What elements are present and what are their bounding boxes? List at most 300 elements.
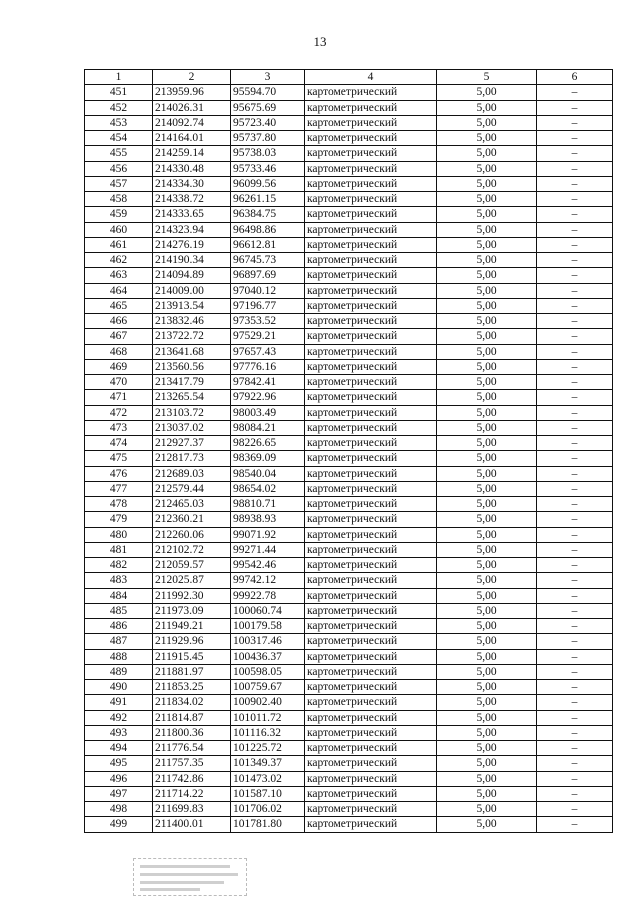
accuracy-cell: 5,00 [437, 680, 537, 695]
y-coordinate-cell: 101473.02 [231, 771, 305, 786]
method-cell: картометрический [305, 344, 437, 359]
y-coordinate-cell: 97842.41 [231, 375, 305, 390]
point-number-cell: 490 [85, 680, 153, 695]
y-coordinate-cell: 96261.15 [231, 192, 305, 207]
x-coordinate-cell: 214190.34 [153, 253, 231, 268]
y-coordinate-cell: 100759.67 [231, 680, 305, 695]
y-coordinate-cell: 97922.96 [231, 390, 305, 405]
method-cell: картометрический [305, 680, 437, 695]
y-coordinate-cell: 101781.80 [231, 817, 305, 832]
table-row [85, 161, 613, 176]
table-row [85, 527, 613, 542]
point-number-cell: 476 [85, 466, 153, 481]
point-number-cell: 474 [85, 436, 153, 451]
y-coordinate-cell: 101116.32 [231, 725, 305, 740]
y-coordinate-cell: 96498.86 [231, 222, 305, 237]
point-number-cell: 455 [85, 146, 153, 161]
table-row [85, 542, 613, 557]
x-coordinate-cell: 212102.72 [153, 542, 231, 557]
y-coordinate-cell: 100060.74 [231, 603, 305, 618]
note-cell: – [537, 710, 613, 725]
x-coordinate-cell: 214092.74 [153, 115, 231, 130]
method-cell: картометрический [305, 131, 437, 146]
method-cell: картометрический [305, 359, 437, 374]
note-cell: – [537, 451, 613, 466]
x-coordinate-cell: 211915.45 [153, 649, 231, 664]
note-cell: – [537, 771, 613, 786]
method-cell: картометрический [305, 176, 437, 191]
accuracy-cell: 5,00 [437, 420, 537, 435]
x-coordinate-cell: 213037.02 [153, 420, 231, 435]
point-number-cell: 484 [85, 588, 153, 603]
table-row [85, 115, 613, 130]
note-cell: – [537, 176, 613, 191]
table-row [85, 375, 613, 390]
note-cell: – [537, 222, 613, 237]
method-cell: картометрический [305, 420, 437, 435]
table-row [85, 680, 613, 695]
table-row [85, 283, 613, 298]
y-coordinate-cell: 97196.77 [231, 298, 305, 313]
y-coordinate-cell: 101011.72 [231, 710, 305, 725]
x-coordinate-cell: 212260.06 [153, 527, 231, 542]
method-cell: картометрический [305, 786, 437, 801]
y-coordinate-cell: 96612.81 [231, 237, 305, 252]
note-cell: – [537, 497, 613, 512]
y-coordinate-cell: 98810.71 [231, 497, 305, 512]
accuracy-cell: 5,00 [437, 176, 537, 191]
note-cell: – [537, 542, 613, 557]
column-header: 1 [85, 70, 153, 85]
point-number-cell: 451 [85, 85, 153, 100]
point-number-cell: 486 [85, 619, 153, 634]
table-row [85, 192, 613, 207]
point-number-cell: 460 [85, 222, 153, 237]
note-cell: – [537, 375, 613, 390]
method-cell: картометрический [305, 436, 437, 451]
y-coordinate-cell: 95594.70 [231, 85, 305, 100]
x-coordinate-cell: 211742.86 [153, 771, 231, 786]
note-cell: – [537, 649, 613, 664]
x-coordinate-cell: 214164.01 [153, 131, 231, 146]
note-cell: – [537, 481, 613, 496]
accuracy-cell: 5,00 [437, 497, 537, 512]
note-cell: – [537, 359, 613, 374]
y-coordinate-cell: 96745.73 [231, 253, 305, 268]
y-coordinate-cell: 97529.21 [231, 329, 305, 344]
table-row [85, 85, 613, 100]
accuracy-cell: 5,00 [437, 390, 537, 405]
note-cell: – [537, 588, 613, 603]
point-number-cell: 496 [85, 771, 153, 786]
point-number-cell: 466 [85, 314, 153, 329]
point-number-cell: 477 [85, 481, 153, 496]
point-number-cell: 456 [85, 161, 153, 176]
table-row [85, 741, 613, 756]
accuracy-cell: 5,00 [437, 527, 537, 542]
point-number-cell: 468 [85, 344, 153, 359]
method-cell: картометрический [305, 603, 437, 618]
accuracy-cell: 5,00 [437, 771, 537, 786]
y-coordinate-cell: 101587.10 [231, 786, 305, 801]
note-cell: – [537, 573, 613, 588]
point-number-cell: 458 [85, 192, 153, 207]
y-coordinate-cell: 98369.09 [231, 451, 305, 466]
registration-stamp [133, 858, 247, 896]
x-coordinate-cell: 211800.36 [153, 725, 231, 740]
page-number: 13 [313, 34, 327, 49]
table-row [85, 481, 613, 496]
method-cell: картометрический [305, 725, 437, 740]
x-coordinate-cell: 211992.30 [153, 588, 231, 603]
accuracy-cell: 5,00 [437, 115, 537, 130]
x-coordinate-cell: 214026.31 [153, 100, 231, 115]
y-coordinate-cell: 98654.02 [231, 481, 305, 496]
note-cell: – [537, 664, 613, 679]
note-cell: – [537, 741, 613, 756]
point-number-cell: 452 [85, 100, 153, 115]
point-number-cell: 463 [85, 268, 153, 283]
x-coordinate-cell: 212360.21 [153, 512, 231, 527]
table-row [85, 329, 613, 344]
table-row [85, 298, 613, 313]
table-row [85, 131, 613, 146]
note-cell: – [537, 268, 613, 283]
x-coordinate-cell: 214333.65 [153, 207, 231, 222]
x-coordinate-cell: 213265.54 [153, 390, 231, 405]
point-number-cell: 482 [85, 558, 153, 573]
x-coordinate-cell: 213832.46 [153, 314, 231, 329]
y-coordinate-cell: 98226.65 [231, 436, 305, 451]
accuracy-cell: 5,00 [437, 725, 537, 740]
accuracy-cell: 5,00 [437, 466, 537, 481]
y-coordinate-cell: 100598.05 [231, 664, 305, 679]
table-row [85, 664, 613, 679]
accuracy-cell: 5,00 [437, 161, 537, 176]
method-cell: картометрический [305, 741, 437, 756]
accuracy-cell: 5,00 [437, 283, 537, 298]
y-coordinate-cell: 101225.72 [231, 741, 305, 756]
y-coordinate-cell: 96897.69 [231, 268, 305, 283]
y-coordinate-cell: 96099.56 [231, 176, 305, 191]
x-coordinate-cell: 212059.57 [153, 558, 231, 573]
method-cell: картометрический [305, 390, 437, 405]
note-cell: – [537, 85, 613, 100]
x-coordinate-cell: 212025.87 [153, 573, 231, 588]
y-coordinate-cell: 100436.37 [231, 649, 305, 664]
method-cell: картометрический [305, 802, 437, 817]
y-coordinate-cell: 95723.40 [231, 115, 305, 130]
method-cell: картометрический [305, 710, 437, 725]
method-cell: картометрический [305, 329, 437, 344]
note-cell: – [537, 558, 613, 573]
x-coordinate-cell: 212927.37 [153, 436, 231, 451]
x-coordinate-cell: 212817.73 [153, 451, 231, 466]
accuracy-cell: 5,00 [437, 649, 537, 664]
x-coordinate-cell: 212465.03 [153, 497, 231, 512]
y-coordinate-cell: 99922.78 [231, 588, 305, 603]
table-row [85, 176, 613, 191]
point-number-cell: 465 [85, 298, 153, 313]
accuracy-cell: 5,00 [437, 710, 537, 725]
point-number-cell: 495 [85, 756, 153, 771]
note-cell: – [537, 192, 613, 207]
table-row [85, 634, 613, 649]
y-coordinate-cell: 97040.12 [231, 283, 305, 298]
accuracy-cell: 5,00 [437, 573, 537, 588]
note-cell: – [537, 466, 613, 481]
accuracy-cell: 5,00 [437, 695, 537, 710]
note-cell: – [537, 253, 613, 268]
x-coordinate-cell: 214259.14 [153, 146, 231, 161]
accuracy-cell: 5,00 [437, 314, 537, 329]
table-row [85, 588, 613, 603]
y-coordinate-cell: 99742.12 [231, 573, 305, 588]
method-cell: картометрический [305, 558, 437, 573]
note-cell: – [537, 146, 613, 161]
x-coordinate-cell: 213641.68 [153, 344, 231, 359]
note-cell: – [537, 802, 613, 817]
column-header: 5 [437, 70, 537, 85]
method-cell: картометрический [305, 146, 437, 161]
x-coordinate-cell: 213913.54 [153, 298, 231, 313]
accuracy-cell: 5,00 [437, 146, 537, 161]
table-row [85, 786, 613, 801]
column-header: 3 [231, 70, 305, 85]
method-cell: картометрический [305, 283, 437, 298]
y-coordinate-cell: 97353.52 [231, 314, 305, 329]
point-number-cell: 469 [85, 359, 153, 374]
method-cell: картометрический [305, 375, 437, 390]
accuracy-cell: 5,00 [437, 85, 537, 100]
point-number-cell: 475 [85, 451, 153, 466]
y-coordinate-cell: 95675.69 [231, 100, 305, 115]
y-coordinate-cell: 100317.46 [231, 634, 305, 649]
method-cell: картометрический [305, 115, 437, 130]
table-header-row [85, 70, 613, 85]
accuracy-cell: 5,00 [437, 436, 537, 451]
table-row [85, 146, 613, 161]
point-number-cell: 457 [85, 176, 153, 191]
accuracy-cell: 5,00 [437, 451, 537, 466]
note-cell: – [537, 161, 613, 176]
point-number-cell: 462 [85, 253, 153, 268]
note-cell: – [537, 405, 613, 420]
table-row [85, 497, 613, 512]
note-cell: – [537, 786, 613, 801]
y-coordinate-cell: 100179.58 [231, 619, 305, 634]
accuracy-cell: 5,00 [437, 359, 537, 374]
method-cell: картометрический [305, 207, 437, 222]
note-cell: – [537, 329, 613, 344]
x-coordinate-cell: 211776.54 [153, 741, 231, 756]
note-cell: – [537, 314, 613, 329]
accuracy-cell: 5,00 [437, 344, 537, 359]
x-coordinate-cell: 214276.19 [153, 237, 231, 252]
accuracy-cell: 5,00 [437, 664, 537, 679]
y-coordinate-cell: 101706.02 [231, 802, 305, 817]
x-coordinate-cell: 211853.25 [153, 680, 231, 695]
table-row [85, 725, 613, 740]
x-coordinate-cell: 211400.01 [153, 817, 231, 832]
y-coordinate-cell: 98003.49 [231, 405, 305, 420]
y-coordinate-cell: 97776.16 [231, 359, 305, 374]
point-number-cell: 480 [85, 527, 153, 542]
note-cell: – [537, 680, 613, 695]
note-cell: – [537, 237, 613, 252]
x-coordinate-cell: 214338.72 [153, 192, 231, 207]
point-number-cell: 497 [85, 786, 153, 801]
table-row [85, 466, 613, 481]
table-row [85, 359, 613, 374]
x-coordinate-cell: 213959.96 [153, 85, 231, 100]
table-row [85, 314, 613, 329]
x-coordinate-cell: 211973.09 [153, 603, 231, 618]
y-coordinate-cell: 95733.46 [231, 161, 305, 176]
x-coordinate-cell: 213103.72 [153, 405, 231, 420]
method-cell: картометрический [305, 512, 437, 527]
accuracy-cell: 5,00 [437, 131, 537, 146]
accuracy-cell: 5,00 [437, 619, 537, 634]
accuracy-cell: 5,00 [437, 253, 537, 268]
column-header: 4 [305, 70, 437, 85]
y-coordinate-cell: 95737.80 [231, 131, 305, 146]
note-cell: – [537, 695, 613, 710]
method-cell: картометрический [305, 314, 437, 329]
accuracy-cell: 5,00 [437, 100, 537, 115]
method-cell: картометрический [305, 405, 437, 420]
x-coordinate-cell: 212689.03 [153, 466, 231, 481]
note-cell: – [537, 344, 613, 359]
method-cell: картометрический [305, 161, 437, 176]
y-coordinate-cell: 98540.04 [231, 466, 305, 481]
point-number-cell: 454 [85, 131, 153, 146]
x-coordinate-cell: 211929.96 [153, 634, 231, 649]
point-number-cell: 470 [85, 375, 153, 390]
table-row [85, 710, 613, 725]
table-row [85, 756, 613, 771]
column-header: 6 [537, 70, 613, 85]
point-number-cell: 478 [85, 497, 153, 512]
y-coordinate-cell: 95738.03 [231, 146, 305, 161]
note-cell: – [537, 420, 613, 435]
note-cell: – [537, 634, 613, 649]
x-coordinate-cell: 213560.56 [153, 359, 231, 374]
method-cell: картометрический [305, 771, 437, 786]
accuracy-cell: 5,00 [437, 558, 537, 573]
table-row [85, 405, 613, 420]
table-row [85, 207, 613, 222]
point-number-cell: 493 [85, 725, 153, 740]
method-cell: картометрический [305, 85, 437, 100]
method-cell: картометрический [305, 588, 437, 603]
note-cell: – [537, 390, 613, 405]
method-cell: картометрический [305, 664, 437, 679]
x-coordinate-cell: 211757.35 [153, 756, 231, 771]
table-row [85, 802, 613, 817]
accuracy-cell: 5,00 [437, 603, 537, 618]
note-cell: – [537, 619, 613, 634]
table-row [85, 695, 613, 710]
point-number-cell: 483 [85, 573, 153, 588]
method-cell: картометрический [305, 298, 437, 313]
method-cell: картометрический [305, 695, 437, 710]
accuracy-cell: 5,00 [437, 298, 537, 313]
x-coordinate-cell: 214094.89 [153, 268, 231, 283]
x-coordinate-cell: 211834.02 [153, 695, 231, 710]
note-cell: – [537, 100, 613, 115]
accuracy-cell: 5,00 [437, 802, 537, 817]
y-coordinate-cell: 97657.43 [231, 344, 305, 359]
y-coordinate-cell: 101349.37 [231, 756, 305, 771]
x-coordinate-cell: 211714.22 [153, 786, 231, 801]
accuracy-cell: 5,00 [437, 634, 537, 649]
accuracy-cell: 5,00 [437, 405, 537, 420]
x-coordinate-cell: 212579.44 [153, 481, 231, 496]
accuracy-cell: 5,00 [437, 786, 537, 801]
table-row [85, 100, 613, 115]
accuracy-cell: 5,00 [437, 756, 537, 771]
table-row [85, 558, 613, 573]
method-cell: картометрический [305, 817, 437, 832]
y-coordinate-cell: 98938.93 [231, 512, 305, 527]
accuracy-cell: 5,00 [437, 329, 537, 344]
table-row [85, 237, 613, 252]
table-row [85, 420, 613, 435]
point-number-cell: 488 [85, 649, 153, 664]
x-coordinate-cell: 214009.00 [153, 283, 231, 298]
table-row [85, 253, 613, 268]
note-cell: – [537, 207, 613, 222]
accuracy-cell: 5,00 [437, 222, 537, 237]
table-row [85, 771, 613, 786]
method-cell: картометрический [305, 237, 437, 252]
point-number-cell: 461 [85, 237, 153, 252]
note-cell: – [537, 298, 613, 313]
point-number-cell: 491 [85, 695, 153, 710]
point-number-cell: 499 [85, 817, 153, 832]
method-cell: картометрический [305, 451, 437, 466]
note-cell: – [537, 603, 613, 618]
method-cell: картометрический [305, 619, 437, 634]
point-number-cell: 498 [85, 802, 153, 817]
x-coordinate-cell: 214334.30 [153, 176, 231, 191]
y-coordinate-cell: 96384.75 [231, 207, 305, 222]
note-cell: – [537, 527, 613, 542]
y-coordinate-cell: 99071.92 [231, 527, 305, 542]
x-coordinate-cell: 214323.94 [153, 222, 231, 237]
column-header: 2 [153, 70, 231, 85]
method-cell: картометрический [305, 253, 437, 268]
y-coordinate-cell: 99542.46 [231, 558, 305, 573]
note-cell: – [537, 512, 613, 527]
point-number-cell: 481 [85, 542, 153, 557]
method-cell: картометрический [305, 634, 437, 649]
coordinates-table [84, 69, 613, 833]
table-row [85, 649, 613, 664]
table-row [85, 603, 613, 618]
method-cell: картометрический [305, 649, 437, 664]
table-row [85, 817, 613, 832]
point-number-cell: 467 [85, 329, 153, 344]
x-coordinate-cell: 211949.21 [153, 619, 231, 634]
accuracy-cell: 5,00 [437, 237, 537, 252]
point-number-cell: 464 [85, 283, 153, 298]
table-row [85, 573, 613, 588]
accuracy-cell: 5,00 [437, 192, 537, 207]
x-coordinate-cell: 211881.97 [153, 664, 231, 679]
accuracy-cell: 5,00 [437, 268, 537, 283]
